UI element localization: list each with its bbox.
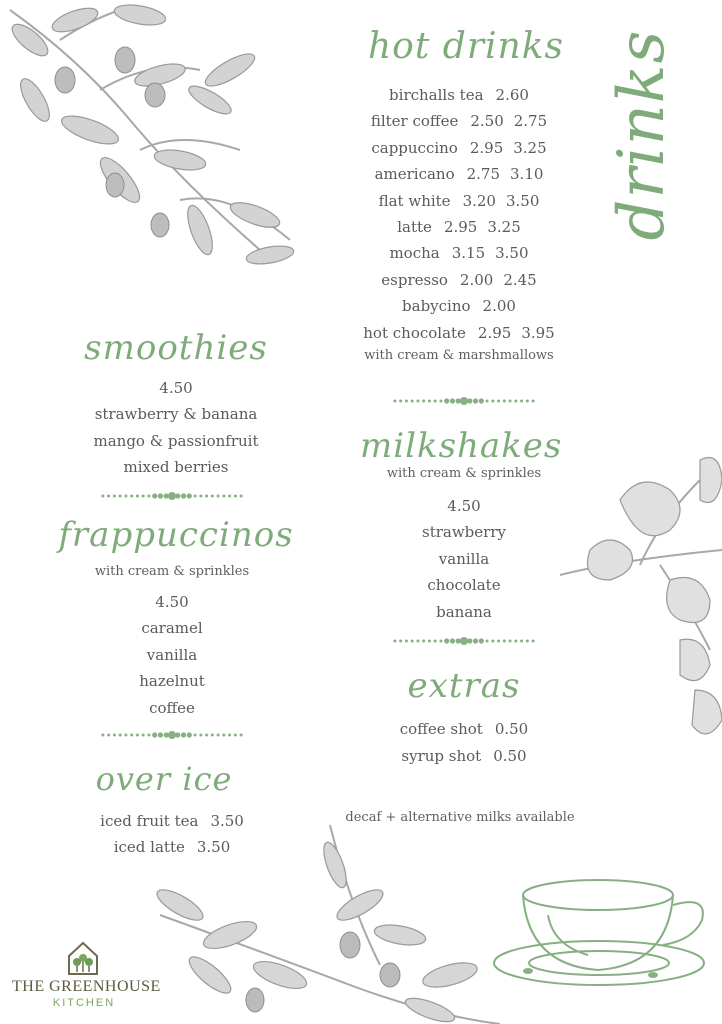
menu-item: banana [436, 602, 492, 621]
divider-dot [416, 400, 419, 403]
divider-dot [101, 734, 104, 737]
divider-dot [428, 640, 431, 643]
divider-dot [399, 400, 402, 403]
smoothies-heading: smoothies [84, 328, 268, 368]
divider-dot [124, 734, 127, 737]
divider-dot [422, 400, 425, 403]
teacup-icon [488, 875, 710, 1000]
divider-dot [130, 495, 133, 498]
menu-item: strawberry [422, 523, 506, 542]
divider-dot [187, 732, 192, 737]
divider-dot [194, 734, 197, 737]
hot-drinks-note: with cream & marshmallows [364, 347, 554, 363]
divider-dot [234, 495, 237, 498]
divider-dot [158, 493, 163, 498]
divider-dot [497, 400, 500, 403]
divider-dot [411, 400, 414, 403]
divider-dot [526, 640, 529, 643]
divider-dot [444, 398, 449, 403]
divider-dot [222, 734, 225, 737]
divider-dot [434, 640, 437, 643]
divider [100, 730, 244, 740]
divider-dot [428, 400, 431, 403]
divider-dot [168, 492, 176, 500]
divider-dot [205, 734, 208, 737]
divider-dot [113, 495, 116, 498]
divider-dot [497, 640, 500, 643]
menu-item: iced fruit tea 3.50 [100, 812, 244, 830]
divider-dot [514, 400, 517, 403]
divider-dot [217, 495, 220, 498]
divider [392, 636, 536, 646]
divider-dot [473, 398, 478, 403]
divider-dot [526, 400, 529, 403]
divider-dot [503, 400, 506, 403]
divider-dot [467, 638, 472, 643]
divider [392, 396, 536, 406]
divider-dot [136, 495, 139, 498]
divider-dot [168, 731, 176, 739]
divider-dot [107, 734, 110, 737]
divider-dot [520, 400, 523, 403]
milkshakes-note: with cream & sprinkles [386, 466, 542, 481]
divider [100, 491, 244, 501]
divider-dot [107, 495, 110, 498]
menu-item: vanilla [146, 645, 198, 664]
milkshakes-price: 4.50 [447, 497, 481, 515]
divider-dot [393, 640, 396, 643]
smoothies-list [76, 375, 276, 481]
menu-item: americano 2.75 3.10 [374, 165, 544, 184]
divider-dot [460, 397, 468, 405]
menu-item: mango & passionfruit [93, 431, 259, 450]
hot-drinks-list [348, 82, 570, 363]
brand-sub: KITCHEN [52, 997, 116, 1009]
olive-branch-illustration [0, 0, 300, 290]
fig-branch-illustration [560, 440, 722, 760]
menu-item: espresso 2.00 2.45 [381, 270, 537, 289]
menu-item: filter coffee 2.50 2.75 [370, 112, 548, 131]
divider-dot [491, 640, 494, 643]
menu-item: hazelnut [139, 672, 205, 691]
divider-dot [142, 734, 145, 737]
divider-dot [119, 495, 122, 498]
divider-dot [147, 495, 150, 498]
divider-dot [509, 400, 512, 403]
divider-dot [422, 640, 425, 643]
hot-drinks-heading: hot drinks [368, 26, 565, 67]
divider-dot [181, 493, 186, 498]
extras-heading: extras [407, 666, 521, 706]
divider-dot [411, 640, 414, 643]
footer-note: decaf + alternative milks available [345, 810, 575, 825]
divider-dot [514, 640, 517, 643]
divider-dot [136, 734, 139, 737]
divider-dot [119, 734, 122, 737]
menu-item: mixed berries [123, 458, 229, 477]
menu-item: iced latte 3.50 [113, 838, 231, 857]
divider-dot [393, 400, 396, 403]
divider-dot [175, 493, 180, 498]
divider-dot [101, 495, 104, 498]
divider-dot [124, 495, 127, 498]
menu-item: chocolate [427, 576, 501, 595]
divider-dot [152, 493, 157, 498]
divider-dot [240, 734, 243, 737]
divider-dot [479, 638, 484, 643]
divider-dot [175, 732, 180, 737]
divider-dot [460, 637, 468, 645]
divider-dot [486, 400, 489, 403]
menu-item: coffee shot 0.50 [399, 720, 529, 738]
menu-item: vanilla [438, 549, 490, 568]
divider-dot [491, 400, 494, 403]
divider-dot [152, 732, 157, 737]
divider-dot [439, 400, 442, 403]
divider-dot [399, 640, 402, 643]
divider-dot [450, 398, 455, 403]
frappuccinos-price: 4.50 [155, 593, 189, 611]
menu-item: cappuccino 2.95 3.25 [371, 138, 547, 157]
divider-dot [532, 400, 535, 403]
divider-dot [520, 640, 523, 643]
frappuccinos-note: with cream & sprinkles [94, 564, 250, 579]
divider-dot [479, 398, 484, 403]
brand-name: THE GREENHOUSE [12, 978, 161, 995]
divider-dot [486, 640, 489, 643]
divider-dot [240, 495, 243, 498]
menu-item: mocha 3.15 3.50 [389, 244, 529, 263]
over-ice-heading: over ice [95, 760, 233, 798]
smoothies-price: 4.50 [159, 379, 193, 397]
divider-dot [405, 640, 408, 643]
greenhouse-logo-icon [66, 940, 100, 976]
menu-item: hot chocolate 2.95 3.95 [363, 323, 555, 342]
divider-dot [450, 638, 455, 643]
divider-dot [205, 495, 208, 498]
over-ice-list [72, 808, 272, 861]
divider-dot [405, 400, 408, 403]
menu-item: caramel [141, 619, 203, 638]
extras-list [364, 716, 564, 770]
divider-dot [217, 734, 220, 737]
divider-dot [473, 638, 478, 643]
divider-dot [234, 734, 237, 737]
divider-dot [416, 640, 419, 643]
milkshakes-list [364, 493, 564, 625]
divider-dot [147, 734, 150, 737]
menu-item: coffee [149, 698, 195, 717]
divider-dot [439, 640, 442, 643]
divider-dot [467, 398, 472, 403]
frappuccinos-heading: frappuccinos [58, 515, 294, 555]
divider-dot [130, 734, 133, 737]
divider-dot [222, 495, 225, 498]
divider-dot [211, 495, 214, 498]
divider-dot [158, 732, 163, 737]
divider-dot [211, 734, 214, 737]
divider-dot [113, 734, 116, 737]
divider-dot [199, 734, 202, 737]
divider-dot [142, 495, 145, 498]
menu-item: babycino 2.00 [402, 297, 516, 316]
divider-dot [509, 640, 512, 643]
divider-dot [199, 495, 202, 498]
divider-dot [194, 495, 197, 498]
menu-item: flat white 3.20 3.50 [378, 191, 540, 210]
milkshakes-heading: milkshakes [360, 426, 563, 466]
frappuccinos-list [72, 589, 272, 721]
menu-item: strawberry & banana [94, 405, 258, 424]
menu-item: syrup shot 0.50 [401, 747, 527, 765]
divider-dot [187, 493, 192, 498]
divider-dot [503, 640, 506, 643]
divider-dot [532, 640, 535, 643]
divider-dot [228, 495, 231, 498]
divider-dot [181, 732, 186, 737]
divider-dot [434, 400, 437, 403]
divider-dot [228, 734, 231, 737]
menu-item: latte 2.95 3.25 [397, 217, 521, 236]
menu-item: birchalls tea 2.60 [389, 86, 529, 104]
divider-dot [444, 638, 449, 643]
page-title: drinks [605, 29, 679, 241]
